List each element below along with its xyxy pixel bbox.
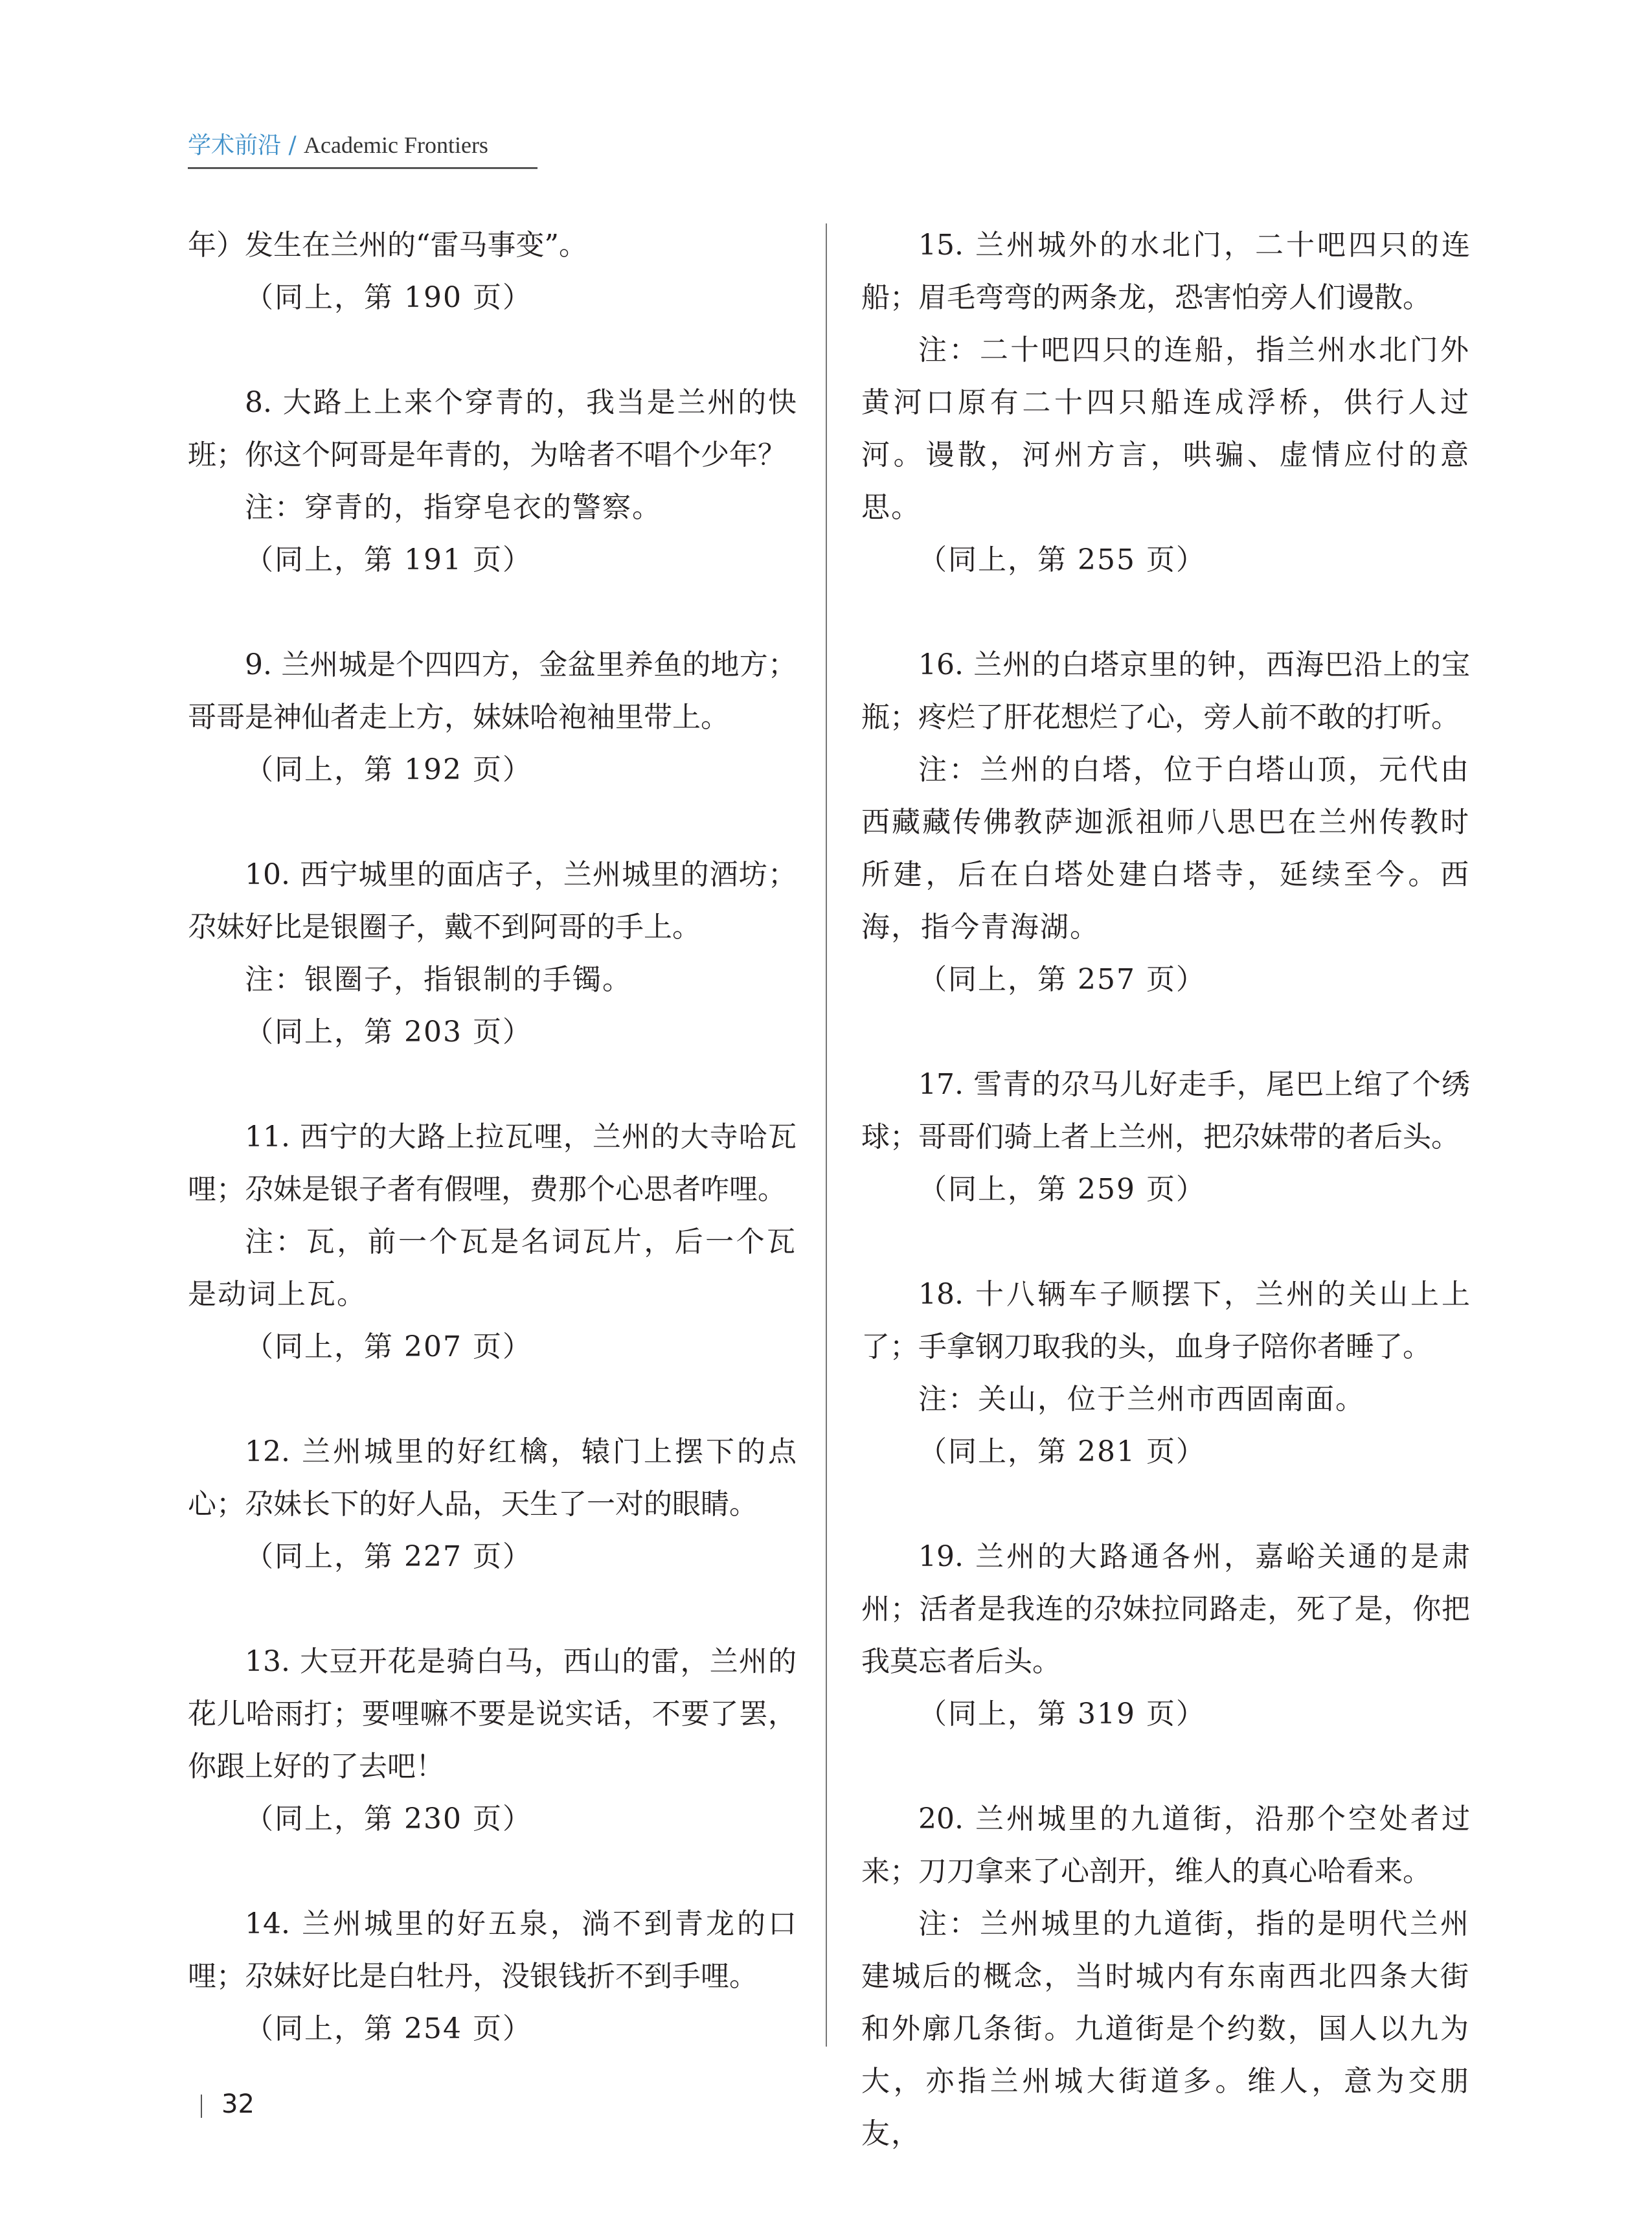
song-entry — [861, 1268, 1470, 1478]
song-text: 14. 兰州城里的好五泉，淌不到青龙的口哩；尕妹好比是白牡丹，没银钱折不到手哩。 — [188, 1907, 797, 1993]
song-text: 8. 大路上上来个穿青的，我当是兰州的快班；你这个阿哥是年青的，为啥者不唱个少年？ — [188, 386, 797, 471]
source-citation: （同上，第 191 页） — [245, 543, 532, 576]
source-citation: （同上，第 207 页） — [245, 1330, 532, 1363]
song-entry — [188, 376, 797, 586]
song-entry — [188, 848, 797, 1058]
song-entry — [861, 1058, 1470, 1216]
song-text: 10. 西宁城里的面店子，兰州城里的酒坊；尕妹好比是银圈子，戴不到阿哥的手上。 — [188, 858, 797, 944]
song-entry — [188, 1111, 797, 1373]
song-text: 19. 兰州的大路通各州，嘉峪关通的是肃州；活者是我连的尕妹拉同路走，死了是，你把我莫忘者后头。 — [861, 1540, 1470, 1678]
song-text: 20. 兰州城里的九道街，沿那个空处者过来；刀刀拿来了心剖开，维人的真心哈看来。 — [861, 1802, 1470, 1888]
source-citation: （同上，第 192 页） — [245, 753, 532, 786]
song-entry — [861, 1530, 1470, 1740]
source-citation: （同上，第 281 页） — [918, 1435, 1206, 1468]
page-footer — [188, 2085, 317, 2124]
song-entry — [861, 219, 1470, 586]
annotation-note: 注：关山，位于兰州市西固南面。 — [918, 1383, 1365, 1416]
annotation-note: 注：穿青的，指穿皂衣的警察。 — [245, 491, 662, 524]
annotation-note: 注：兰州的白塔，位于白塔山顶，元代由西藏藏传佛教萨迦派祖师八思巴在兰州传教时所建，后在白塔处建白塔寺，延续至今。西海，指今青海湖。 — [861, 753, 1470, 944]
annotation-note: 注：瓦，前一个瓦是名词瓦片，后一个瓦是动词上瓦。 — [188, 1225, 797, 1311]
continued-text: 年）发生在兰州的“雷马事变”。 — [188, 229, 587, 262]
source-citation: （同上，第 227 页） — [245, 1540, 532, 1573]
page-number: 32 — [221, 2089, 255, 2119]
annotation-note: 注：兰州城里的九道街，指的是明代兰州建城后的概念，当时城内有东南西北四条大街和外廓几条街。九道街是个约数，国人以九为大，亦指兰州城大街道多。维人，意为交朋友， — [861, 1907, 1470, 2150]
song-text: 16. 兰州的白塔京里的钟，西海巴沿上的宝瓶；疼烂了肝花想烂了心，旁人前不敢的打听。 — [861, 648, 1470, 734]
header-section-cn: 学术前沿 — [188, 132, 282, 159]
song-text: 15. 兰州城外的水北门，二十吧四只的连船；眉毛弯弯的两条龙，恐害怕旁人们谩散。 — [861, 229, 1470, 314]
song-text: 18. 十八辆车子顺摆下，兰州的关山上上了；手拿钢刀取我的头，血身子陪你者睡了。 — [861, 1278, 1470, 1363]
song-entry — [188, 1425, 797, 1583]
song-text: 13. 大豆开花是骑白马，西山的雷，兰州的花儿哈雨打；要哩嘛不要是说实话，不要了罢，你跟上好的了去吧！ — [188, 1645, 797, 1783]
header-rule — [188, 167, 537, 169]
source-citation: （同上，第 259 页） — [918, 1173, 1206, 1206]
song-text: 17. 雪青的尕马儿好走手，尾巴上绾了个绣球；哥哥们骑上者上兰州，把尕妹带的者后头。 — [861, 1068, 1470, 1153]
song-text: 11. 西宁的大路上拉瓦哩，兰州的大寺哈瓦哩；尕妹是银子者有假哩，费那个心思者咋哩。 — [188, 1120, 797, 1206]
song-entry — [188, 219, 797, 324]
annotation-note: 注：银圈子，指银制的手镯。 — [245, 963, 632, 996]
left-column — [188, 219, 797, 2107]
footer-bar — [201, 2095, 202, 2118]
annotation-note: 注：二十吧四只的连船，指兰州水北门外黄河口原有二十四只船连成浮桥，供行人过河。谩散，河州方言，哄骗、虚情应付的意思。 — [861, 334, 1470, 524]
song-entry — [188, 639, 797, 796]
source-citation: （同上，第 190 页） — [245, 281, 532, 314]
source-citation: （同上，第 257 页） — [918, 963, 1206, 996]
running-header — [188, 130, 537, 175]
song-entry — [861, 639, 1470, 1006]
header-separator: / — [281, 132, 304, 159]
song-entry — [861, 1793, 1470, 2160]
source-citation: （同上，第 319 页） — [918, 1698, 1206, 1731]
source-citation: （同上，第 254 页） — [245, 2012, 532, 2045]
song-entry — [188, 1898, 797, 2055]
source-citation: （同上，第 203 页） — [245, 1016, 532, 1049]
header-section-en: Academic Frontiers — [304, 132, 488, 158]
source-citation: （同上，第 230 页） — [245, 1802, 532, 1835]
song-entry — [188, 1635, 797, 1845]
column-divider — [826, 223, 827, 2047]
source-citation: （同上，第 255 页） — [918, 543, 1206, 576]
header-text — [188, 130, 537, 161]
song-text: 12. 兰州城里的好红檎，辕门上摆下的点心；尕妹长下的好人品，天生了一对的眼睛。 — [188, 1435, 797, 1521]
right-column — [861, 219, 1470, 2212]
song-text: 9. 兰州城是个四四方，金盆里养鱼的地方；哥哥是神仙者走上方，妹妹哈袍袖里带上。 — [188, 648, 797, 734]
